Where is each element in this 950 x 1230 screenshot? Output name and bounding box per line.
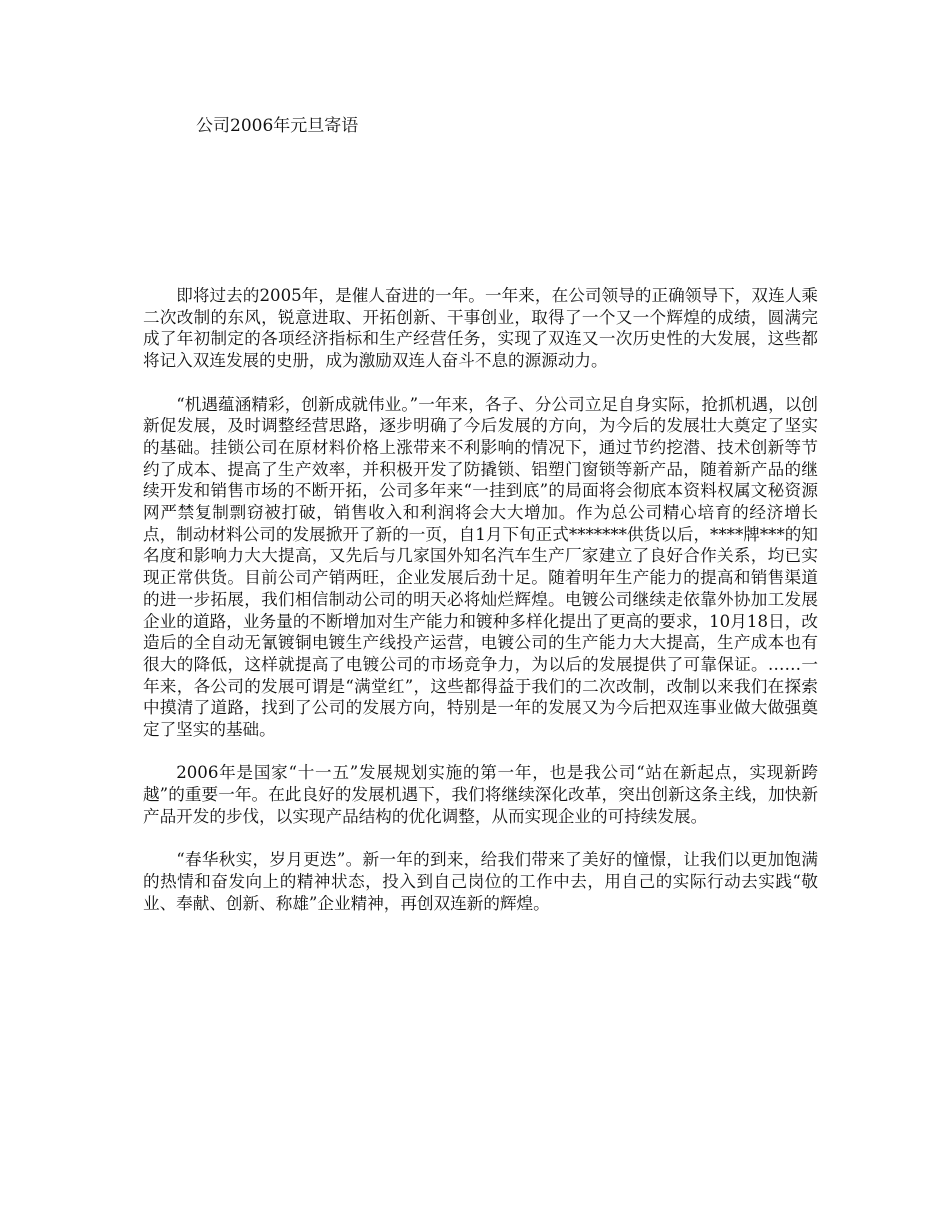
paragraph-achievements: “机遇蕴涵精彩，创新成就伟业。”一年来，各子、分公司立足自身实际，抢抓机遇，以创新促发展，及时调整经营思路，逐步明确了今后发展的方向，为今后的发展壮大奠定了坚实的基础。挂锁公司在原材料价格上涨带来不利影响的情况下，通过节约挖潜、技术创新等节约了成本、提高了生产效率，并积极开发了防撬锁、铝塑门窗锁等新产品，随着新产品的继续开发和销售市场的不断开拓，公司多年来“一挂到底”的局面将会彻底本资料权属文秘资源网严禁复制剽窃被打破，销售收入和利润将会大大增加。作为总公司精心培育的经济增长点，制动材料公司的发展掀开了新的一页，自1月下旬正式*******供货以后，****牌***的知名度和影响力大大提高，又先后与几家国外知名汽车生产厂家建立了良好合作关系，均已实现正常供货。目前公司产销两旺，企业发展后劲十足。随着明年生产能力的提高和销售渠道的进一步拓展，我们相信制动公司的明天必将灿烂辉煌。电镀公司继续走依靠外协加工发展企业的道路，业务量的不断增加对生产能力和镀种多样化提出了更高的要求，10月18日，改造后的全自动无氰镀铜电镀生产线投产运营，电镀公司的生产能力大大提高，生产成本也有很大的降低，这样就提高了电镀公司的市场竞争力，为以后的发展提供了可靠保证。……一年来，各公司的发展可谓是“满堂红”，这些都得益于我们的二次改制，改制以来我们在探索中摸清了道路，找到了公司的发展方向，特别是一年的发展又为今后把双连事业做大做强奠定了坚实的基础。 (143, 394, 818, 740)
document-body (143, 285, 818, 936)
paragraph-intro: 即将过去的2005年，是催人奋进的一年。一年来，在公司领导的正确领导下，双连人乘二次改制的东风，锐意进取、开拓创新、干事创业，取得了一个又一个辉煌的成绩，圆满完成了年初制定的各项经济指标和生产经营任务，实现了双连又一次历史性的大发展，这些都将记入双连发展的史册，成为激励双连人奋斗不息的源源动力。 (143, 286, 818, 371)
document-title: 公司2006年元旦寄语 (196, 116, 359, 136)
paragraph-closing: “春华秋实，岁月更迭”。新一年的到来，给我们带来了美好的憧憬，让我们以更加饱满的热情和奋发向上的精神状态，投入到自己岗位的工作中去，用自己的实际行动去实践“敬业、奉献、创新、称雄”企业精神，再创双连新的辉煌。 (143, 850, 818, 913)
paragraph-2006-plan: 2006年是国家“十一五”发展规划实施的第一年，也是我公司“站在新起点，实现新跨越”的重要一年。在此良好的发展机遇下，我们将继续深化改革，突出创新这条主线，加快新产品开发的步伐，以实现产品结构的优化调整，从而实现企业的可持续发展。 (143, 763, 818, 826)
